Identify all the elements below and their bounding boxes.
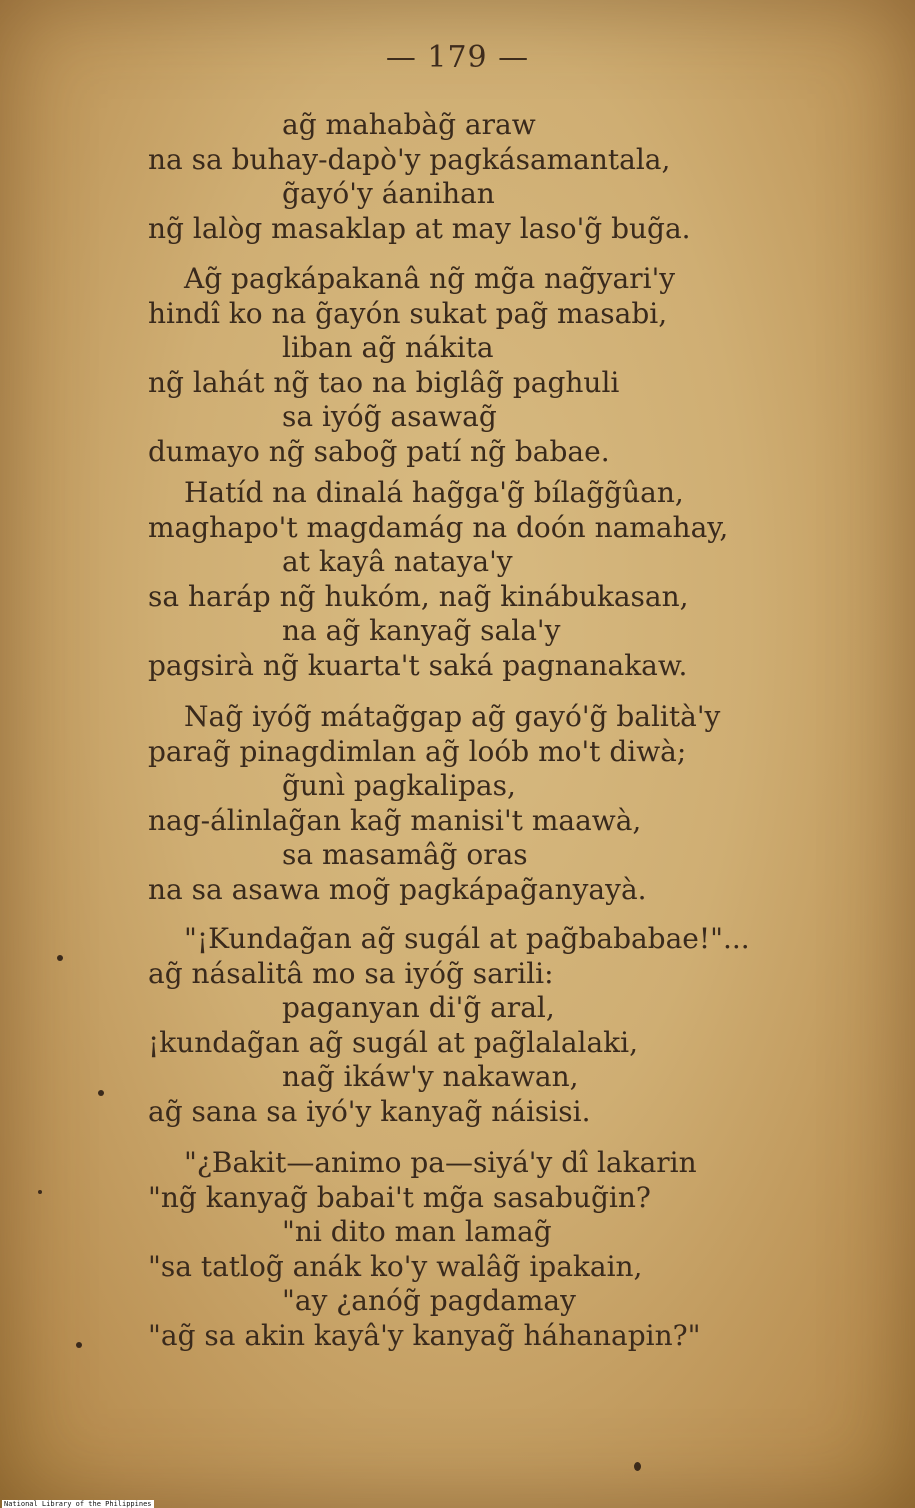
- verse-line: ng̃ lalòg masaklap at may laso'g̃ bug̃a.: [148, 212, 691, 245]
- verse-line: ag̃ sana sa iyó'y kanyag̃ náisisi.: [148, 1095, 591, 1128]
- verse-line: g̃ayó'y áanihan: [282, 177, 495, 210]
- verse-line: "ni dito man lamag̃: [282, 1215, 552, 1248]
- library-credit: National Library of the Philippines: [4, 1500, 152, 1508]
- verse-line: "sa tatlog̃ anák ko'y walâg̃ ipakain,: [148, 1250, 643, 1283]
- verse-line: sa iyóg̃ asawag̃: [282, 400, 497, 433]
- verse-line: dumayo ng̃ sabog̃ patí ng̃ babae.: [148, 435, 610, 468]
- ink-speck: [57, 955, 63, 961]
- verse-line: nag̃ ikáw'y nakawan,: [282, 1060, 579, 1093]
- verse-line: "ay ¿anóg̃ pagdamay: [282, 1284, 576, 1317]
- verse-line: nag-álinlag̃an kag̃ manisi't maawà,: [148, 804, 642, 837]
- verse-line: Ag̃ pagkápakanâ ng̃ mg̃a nag̃yari'y: [184, 262, 676, 295]
- ink-speck: [38, 1190, 42, 1194]
- page-number: — 179 —: [385, 40, 530, 75]
- verse-line: maghapo't magdamág na doón namahay,: [148, 511, 729, 544]
- verse-line: sa haráp ng̃ hukóm, nag̃ kinábukasan,: [148, 580, 689, 613]
- verse-line: parag̃ pinagdimlan ag̃ loób mo't diwà;: [148, 735, 687, 768]
- verse-line: hindî ko na g̃ayón sukat pag̃ masabi,: [148, 297, 668, 330]
- verse-line: Nag̃ iyóg̃ mátag̃gap ag̃ gayó'g̃ balità'y: [184, 700, 721, 733]
- verse-line: "¿Bakit—animo pa—siyá'y dî lakarin: [184, 1146, 697, 1179]
- verse-line: liban ag̃ nákita: [282, 331, 494, 364]
- verse-line: "¡Kundag̃an ag̃ sugál at pag̃bababae!"...: [184, 922, 750, 955]
- verse-line: ag̃ mahabàg̃ araw: [282, 108, 536, 141]
- verse-line: "ng̃ kanyag̃ babai't mg̃a sasabug̃in?: [148, 1181, 651, 1214]
- verse-line: na sa buhay-dapò'y pagkásamantala,: [148, 143, 671, 176]
- verse-line: ng̃ lahát ng̃ tao na biglâg̃ paghuli: [148, 366, 620, 399]
- verse-line: sa masamâg̃ oras: [282, 838, 528, 871]
- verse-line: Hatíd na dinalá hag̃ga'g̃ bílag̃g̃ûan,: [184, 476, 684, 509]
- verse-line: paganyan di'g̃ aral,: [282, 991, 555, 1024]
- verse-line: g̃unì pagkalipas,: [282, 769, 516, 802]
- verse-line: na ag̃ kanyag̃ sala'y: [282, 614, 561, 647]
- verse-line: "ag̃ sa akin kayâ'y kanyag̃ háhanapin?": [148, 1319, 701, 1352]
- verse-line: at kayâ nataya'y: [282, 545, 513, 578]
- verse-line: pagsirà ng̃ kuarta't saká pagnanakaw.: [148, 649, 688, 682]
- ink-speck: [634, 1462, 641, 1471]
- ink-speck: [76, 1342, 82, 1348]
- verse-line: ag̃ násalitâ mo sa iyóg̃ sarili:: [148, 957, 554, 990]
- verse-line: ¡kundag̃an ag̃ sugál at pag̃lalalaki,: [148, 1026, 638, 1059]
- ink-speck: [98, 1090, 104, 1096]
- verse-line: na sa asawa mog̃ pagkápag̃anyayà.: [148, 873, 647, 906]
